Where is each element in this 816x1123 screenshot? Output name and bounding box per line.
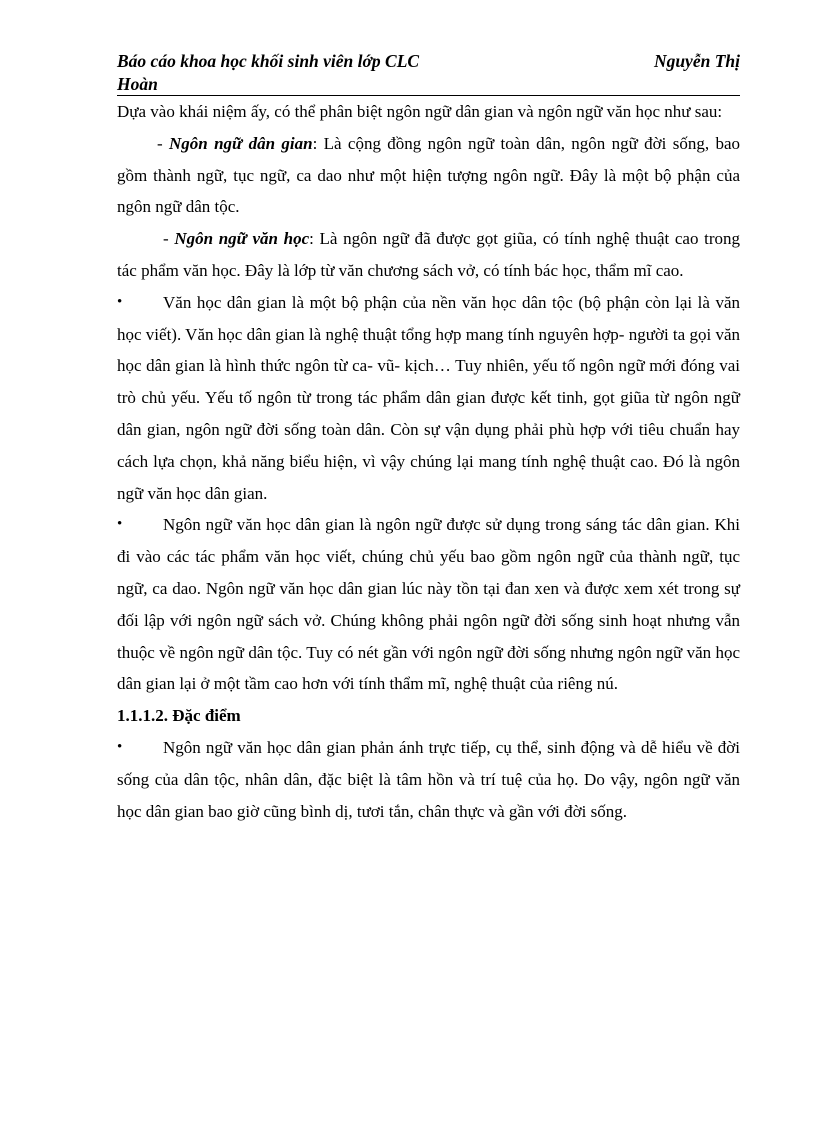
bullet-icon: • [117,516,123,533]
bullet-icon: • [117,738,123,755]
bullet-icon: • [117,293,123,310]
document-body [117,96,740,827]
definition-dash: - [157,133,170,153]
section-heading: 1.1.1.2. Đặc điểm [117,706,241,726]
page-header [117,50,740,96]
bullet-text: Ngôn ngữ văn học dân gian phản ánh trực tiếp, cụ thể, sinh động và dễ hiểu về đời sống của dân tộc, nhân dân, đặc biệt là tâm hồn và trí tuệ của họ. Do vậy, ngôn ngữ văn học dân gian bao giờ cũng bình dị, tươi tắn, chân thực và gần với đời sống. [117,737,740,821]
bullet-paragraph [117,287,740,510]
header-author: Nguyễn Thị [653,51,740,71]
definition-text: : Là ngôn ngữ đã được gọt giũa, có tính nghệ thuật cao trong tác phẩm văn học. Đây là lớp từ văn chương sách vở, có tính bác học, thẩm mĩ cao. [117,229,740,280]
bullet-text: Ngôn ngữ văn học dân gian là ngôn ngữ được sử dụng trong sáng tác dân gian. Khi đi vào các tác phẩm văn học viết, chúng chủ yếu bao gồm ngôn ngữ của thành ngữ, tục ngữ, ca dao. Ngôn ngữ văn học dân gian lúc này tồn tại đan xen và được xem xét trong sự đối lập với ngôn ngữ sách vở. Chúng không phải ngôn ngữ đời sống sinh hoạt nhưng vẫn thuộc về ngôn ngữ dân tộc. Tuy có nét gần với ngôn ngữ đời sống nhưng ngôn ngữ văn học dân gian lại ở một tầm cao hơn với tính thẩm mĩ, nghệ thuật của riêng nú. [117,515,740,694]
definition-text: : Là cộng đồng ngôn ngữ toàn dân, ngôn ngữ đời sống, bao gồm thành ngữ, tục ngữ, ca dao như một hiện tượng ngôn ngữ. Đây là một bộ phận của ngôn ngữ dân tộc. [117,133,740,217]
bullet-paragraph [117,509,740,700]
definition-term: Ngôn ngữ văn học [174,229,310,249]
definition-term: Ngôn ngữ dân gian [169,133,313,153]
intro-paragraph: Dựa vào khái niệm ấy, có thể phân biệt ngôn ngữ dân gian và ngôn ngữ văn học như sau: [117,102,723,121]
definition-literary-language [117,223,740,287]
header-title: Báo cáo khoa học khối sinh viên lớp CLC [117,51,420,71]
header-author-continued: Hoàn [117,74,158,94]
definition-dash: - [163,229,175,249]
bullet-paragraph [117,732,740,827]
bullet-text: Văn học dân gian là một bộ phận của nền văn học dân tộc (bộ phận còn lại là văn học viết). Văn học dân gian là nghệ thuật tổng hợp mang tính nguyên hợp- người ta gọi văn học dân gian là hình thức ngôn từ ca- vũ- kịch… Tuy nhiên, yếu tố ngôn ngữ mới đóng vai trò chủ yếu. Yếu tố ngôn từ trong tác phẩm dân gian được kết tinh, gọt giũa từ ngôn ngữ dân gian, ngôn ngữ đời sống toàn dân. Còn sự vận dụng phải phù hợp với tiêu chuẩn hay cách lựa chọn, khả năng biểu hiện, vì vậy chúng lại mang tính nghệ thuật cao. Đó là ngôn ngữ văn học dân gian. [117,292,740,503]
definition-folk-language [117,128,740,223]
